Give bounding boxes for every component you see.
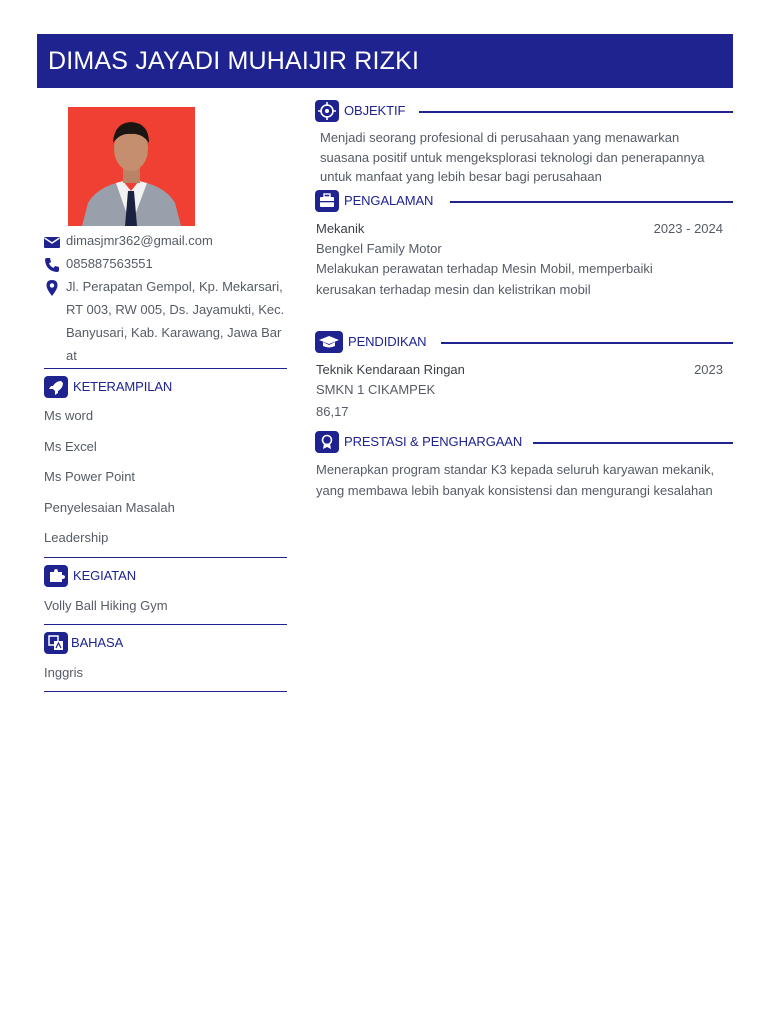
objective-title: OBJEKTIF — [344, 103, 406, 118]
job-role: Mekanik — [316, 221, 365, 236]
email-text: dimasjmr362@gmail.com — [66, 233, 213, 248]
experience-heading — [315, 190, 733, 214]
phone-text: 085887563551 — [66, 256, 153, 271]
divider — [44, 691, 287, 692]
heading-line — [441, 342, 733, 344]
heading-line — [533, 442, 733, 444]
envelope-icon — [44, 234, 60, 250]
heading-line — [450, 201, 733, 203]
rocket-icon — [44, 376, 68, 398]
objective-heading — [315, 100, 733, 124]
heading-line — [419, 111, 733, 113]
objective-text: Menjadi seorang profesional di perusahaan yang menawarkan suasana positif untuk mengeksplorasi teknologi dan penerapannya untuk manfaat yang lebih besar bagi perusahaan — [320, 130, 705, 184]
puzzle-icon — [44, 565, 68, 587]
address-text: Jl. Perapatan Gempol, Kp. Mekarsari, RT 003, RW 005, Ds. Jayamukti, Kec. Banyusari, Kab. Karawang, Jawa Barat — [66, 279, 285, 363]
activities-title: KEGIATAN — [73, 568, 137, 583]
target-icon — [315, 100, 339, 122]
skill-item: Leadership — [44, 530, 109, 545]
education-year: 2023 — [694, 362, 723, 377]
phone-icon — [44, 257, 60, 273]
map-pin-icon — [44, 280, 60, 296]
job-description: Melakukan perawatan terhadap Mesin Mobil, memperbaiki kerusakan terhadap mesin dan kelistrikan mobil — [316, 261, 653, 297]
education-heading — [315, 331, 733, 355]
briefcase-icon — [315, 190, 339, 212]
skills-title: KETERAMPILAN — [73, 379, 173, 394]
education-major: Teknik Kendaraan Ringan — [316, 362, 465, 377]
name-header — [37, 34, 733, 88]
awards-title: PRESTASI & PENGHARGAAN — [344, 434, 523, 449]
skill-item: Ms Power Point — [44, 469, 136, 484]
award-icon — [315, 431, 339, 453]
divider — [44, 557, 287, 558]
education-title: PENDIDIKAN — [348, 334, 427, 349]
awards-text: Menerapkan program standar K3 kepada seluruh karyawan mekanik, yang membawa lebih banyak konsistensi dan mengurangi kesalahan — [316, 462, 715, 498]
translate-icon — [44, 632, 68, 654]
graduation-cap-icon — [315, 331, 343, 353]
company-name: Bengkel Family Motor — [316, 241, 442, 256]
awards-heading — [315, 431, 733, 455]
skill-item: Ms word — [44, 408, 94, 423]
languages-title: BAHASA — [71, 635, 124, 650]
job-period: 2023 - 2024 — [653, 221, 723, 236]
experience-title: PENGALAMAN — [344, 193, 434, 208]
skill-item: Ms Excel — [44, 439, 97, 454]
divider — [44, 624, 287, 625]
activities-text: Volly Ball Hiking Gym — [44, 598, 168, 613]
school-name: SMKN 1 CIKAMPEK — [316, 382, 436, 397]
person-portrait-icon — [68, 107, 195, 226]
languages-text: Inggris — [44, 665, 84, 680]
profile-photo — [68, 107, 195, 226]
education-score: 86,17 — [316, 404, 349, 419]
divider — [44, 368, 287, 369]
full-name: DIMAS JAYADI MUHAIJIR RIZKI — [48, 47, 420, 75]
skill-item: Penyelesaian Masalah — [44, 500, 175, 515]
